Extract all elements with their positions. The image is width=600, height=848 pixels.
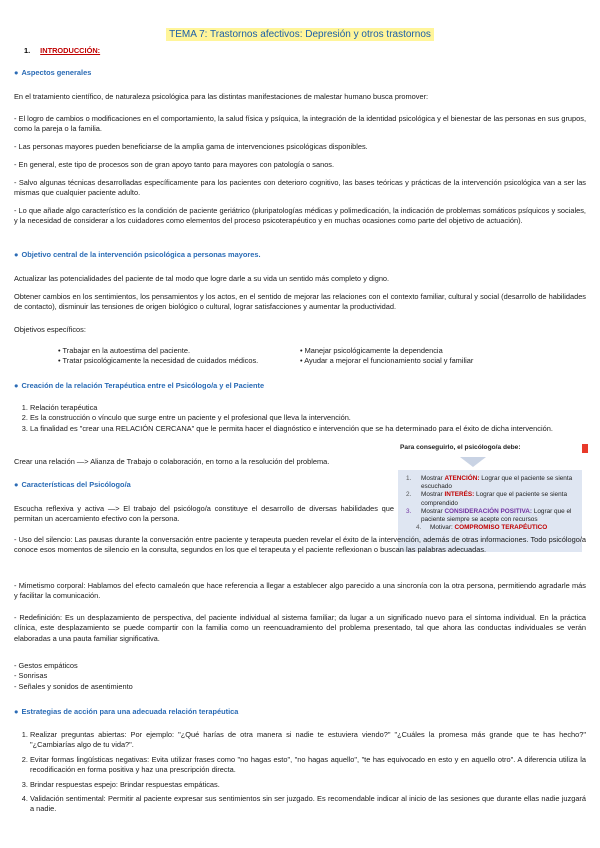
page-title: TEMA 7: Trastornos afectivos: Depresión y otros trastornos (0, 24, 600, 42)
list-item: • Trabajar en la autoestima del paciente. (58, 346, 191, 355)
aspectos-p3: - Las personas mayores pueden beneficiarse de la amplia gama de intervenciones psicológicas disponibles. (14, 142, 368, 151)
creacion-heading: ● Creación de la relación Terapéutica entre el Psicólogo/a y el Paciente (14, 381, 265, 390)
aspectos-p4: - En general, este tipo de procesos son de gran apoyo tanto para mayores con patología o sanos. (14, 160, 335, 169)
caracteristicas-p1: Escucha reflexiva y activa —> El trabajo del psicólogo/a constituye el desarrollo de diversas habilidades que permitan un acercamiento efectivo con la persona. (14, 504, 394, 524)
aspectos-p2: - El logro de cambios o modificaciones en el comportamiento, la salud física y psíquica, la integración de la identidad psicológica y el bienestar de las personas en sus grupos, como la pareja o la familia. (14, 114, 586, 134)
objetivos-list-right (300, 346, 570, 367)
list-item: • Manejar psicológicamente la dependencia (300, 346, 443, 355)
bullet-icon: ● (14, 250, 19, 259)
objetivos-list-left (58, 346, 288, 367)
list-item: 3. La finalidad es "crear una RELACIÓN CERCANA" que le permita hacer el diagnóstico e intervención que se ha determinado para el éxito de dicha intervención. (30, 424, 586, 434)
bullet-icon: ● (14, 381, 19, 390)
step-item: 3. Mostrar CONSIDERACIÓN POSITIVA: Lograr que el paciente siempre se acepte con recursos (406, 507, 572, 524)
bullet-icon: ● (14, 707, 19, 716)
estrategias-list (14, 730, 586, 815)
list-item: - Señales y sonidos de asentimiento (14, 681, 133, 691)
red-tab-marker (582, 444, 588, 453)
aspectos-p6: - Lo que añade algo característico es la condición de paciente geriátrico (pluripatologías médicas y polimedicación, la indicación de problemas somáticos psíquicos y sociales, y la necesidad de considerar a los cuidadores como elementos del proceso psicoterapéutico y en muchas ocasiones como parte del objetivo de actuación). (14, 206, 586, 226)
caracteristicas-list (14, 661, 586, 692)
caracteristicas-p2: - Uso del silencio: Las pausas durante la conversación entre paciente y terapeuta pueden revelar el éxito de la intervención, además de otras informaciones. Todo psicólogo/a conoce esos momentos de silencio en la consulta, segundos en los que el terapeuta y el paciente reflexionan o buscan las palabras adecuadas. (14, 535, 586, 555)
caracteristicas-p4: - Redefinición: Es un desplazamiento de perspectiva, del paciente individual al sistema familiar; da lugar a un significado nuevo para el síntoma individual. En la práctica clínica, este desplazamiento se puede compartir con la familia como un reencuadramiento del problema presentado, tal que ahora las conductas individuales se verán elaboradas a una pauta familiar significativa. (14, 613, 586, 643)
intro-label: INTRODUCCIÓN: (40, 46, 101, 55)
list-item: 3. Brindar respuestas espejo: Brindar respuestas empáticas. (30, 780, 586, 790)
objetivos-especificos-label: Objetivos específicos: (14, 325, 86, 334)
objetivo-p1: Actualizar las potencialidades del paciente de tal modo que logre darle a su vida un sentido más completo y digno. (14, 274, 390, 283)
creacion-list (14, 403, 586, 434)
down-arrow-icon (460, 457, 486, 467)
aspectos-p1: En el tratamiento científico, de naturaleza psicológica para las distintas manifestaciones de malestar humano busca promover: (14, 92, 429, 101)
list-item: 1. Realizar preguntas abiertas: Por ejemplo: "¿Qué harías de otra manera si nadie te estuviera viendo?" "¿Cuáles la promesa más grande que te has hecho?" "¿Cambiarías algo de tu vida?". (30, 730, 586, 751)
intro-heading (24, 46, 100, 55)
step-item: 4. Motivar: COMPROMISO TERAPÉUTICO (416, 524, 548, 532)
bullet-icon: ● (14, 68, 19, 77)
caracteristicas-heading: ● Características del Psicólogo/a (14, 480, 131, 489)
list-item: 2. Es la construcción o vínculo que surge entre un paciente y el profesional que lleva la intervención. (30, 413, 586, 423)
aspectos-heading: ● Aspectos generales (14, 68, 92, 77)
list-item: 2. Evitar formas lingüísticas negativas: Evita utilizar frases como "no hagas esto", "no hagas aquello", "te has equivocado en esto y en aquello otro". A diferencia utiliza la recodificación en forma positiva y haz una prescripción directa. (30, 755, 586, 776)
list-item: 1. Relación terapéutica (30, 403, 586, 413)
list-item: - Gestos empáticos (14, 661, 78, 670)
objetivo-heading: ● Objetivo central de la intervención psicológica a personas mayores. (14, 250, 261, 259)
estrategias-heading: ● Estrategias de acción para una adecuada relación terapéutica (14, 707, 239, 716)
list-item: • Ayudar a mejorar el funcionamiento social y familiar (300, 356, 474, 366)
side-diagram-steps (404, 475, 580, 532)
creacion-alianza: Crear una relación —> Alianza de Trabajo o colaboración, en torno a la resolución del problema. (14, 457, 330, 466)
aspectos-p5: - Salvo algunas técnicas desarrolladas específicamente para los pacientes con deterioro cognitivo, las bases teóricas y prácticas de la intervención psicológica van a ser las mismas que cualquier paciente adulto. (14, 178, 586, 198)
bullet-icon: ● (14, 480, 19, 489)
intro-number: 1. (24, 46, 31, 55)
list-item: - Sonrisas (14, 671, 48, 681)
objetivo-p2: Obtener cambios en los sentimientos, los pensamientos y los actos, en el sentido de mejorar las relaciones con el contexto familiar, cultural y social (desarrollo de habilidades de contacto), disminuir las tensiones de origen biológico o cultural, lograr satisfacciones y aumentar la productividad. (14, 292, 586, 312)
step-item: 2. Mostrar INTERÉS: Lograr que el paciente se sienta comprendido (406, 491, 567, 507)
step-item: 1. Mostrar ATENCIÓN: Lograr que el paciente se sienta escuchado (406, 475, 573, 491)
side-diagram-caption: Para conseguirlo, el psicólogo/a debe: (400, 444, 521, 451)
caracteristicas-p3: - Mimetismo corporal: Hablamos del efecto camaleón que hace referencia a llegar a establecer algo parecido a una sincronía con la otra persona, permitiendo agradarle más y facilitar la comunicación. (14, 581, 586, 601)
list-item: 4. Validación sentimental: Permitir al paciente expresar sus sentimientos sin ser juzgado. Es recomendable indicar al inicio de las sesiones que durante ellas nadie juzgará a nadie. (30, 794, 586, 815)
list-item: • Tratar psicológicamente la necesidad de cuidados médicos. (58, 356, 259, 366)
